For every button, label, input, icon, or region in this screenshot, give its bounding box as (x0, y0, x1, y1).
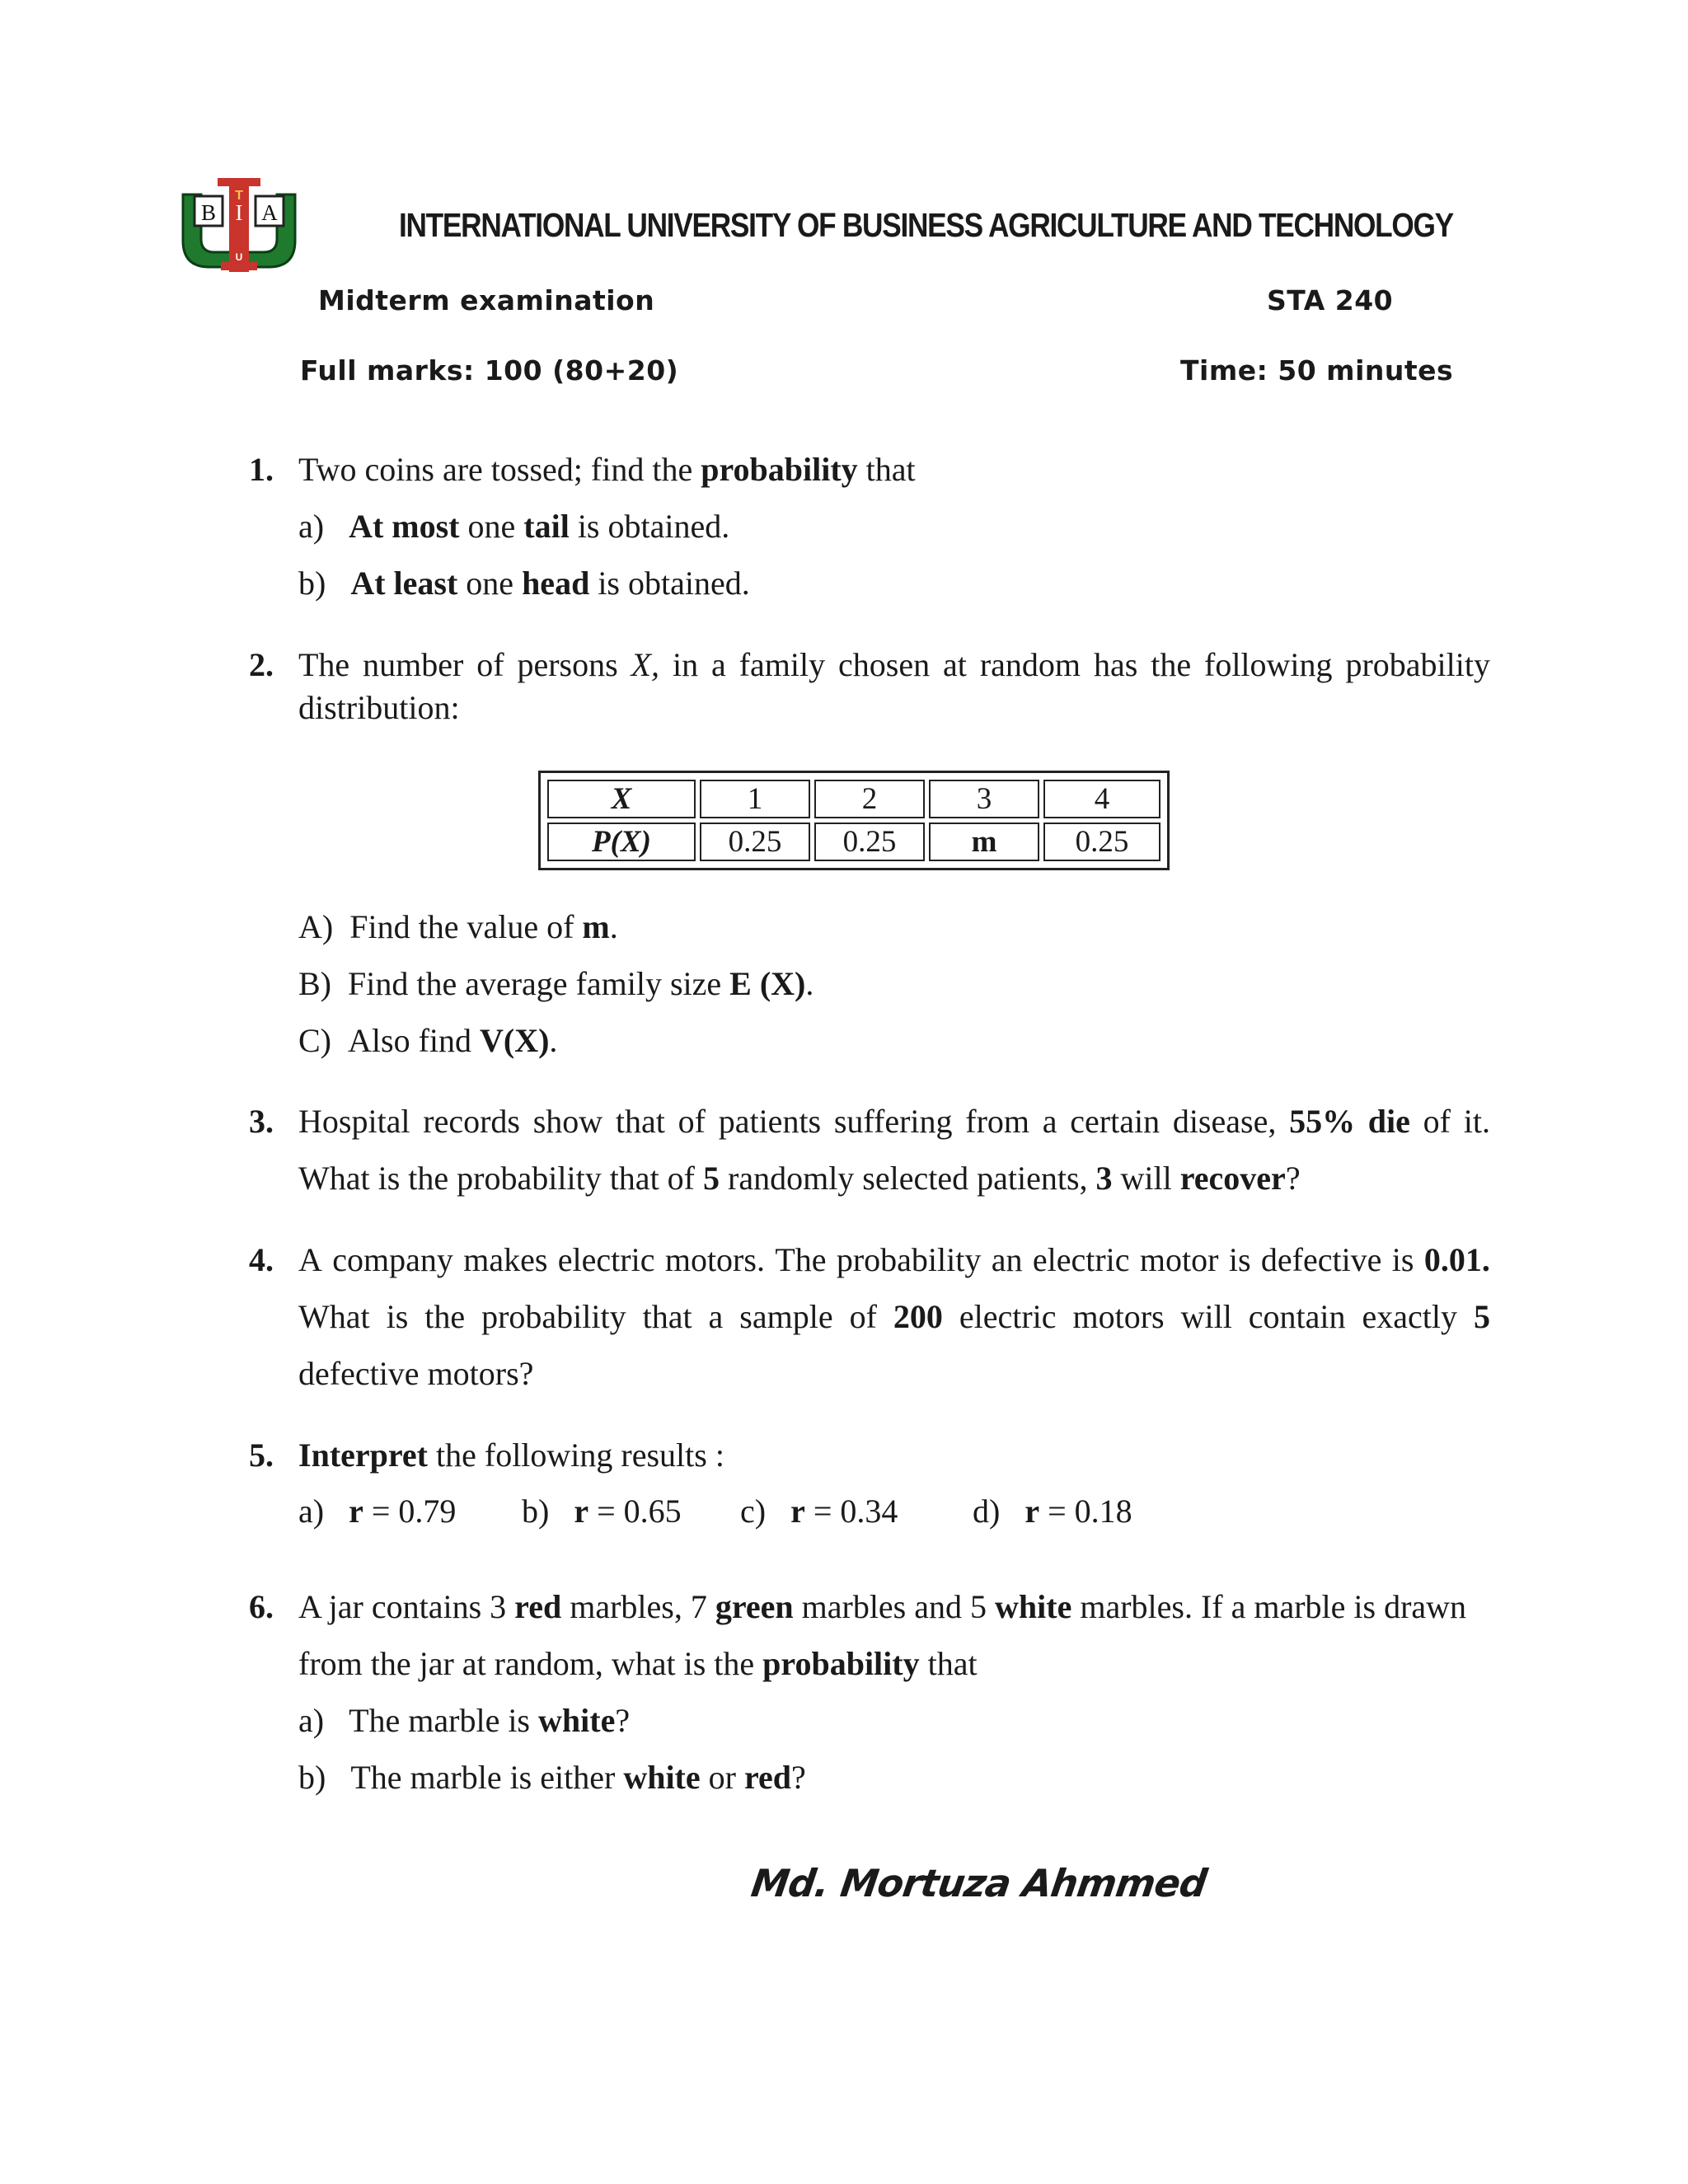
question-1b: b) At least one head is obtained. (298, 565, 750, 602)
question-5-number: 5. (249, 1436, 274, 1474)
logo-letter-a: A (261, 200, 278, 225)
question-5c: c) r = 0.34 (740, 1493, 898, 1530)
probability-distribution-table (538, 771, 1170, 870)
question-6b: b) The marble is either white or red? (298, 1759, 806, 1796)
question-5b: b) r = 0.65 (522, 1493, 682, 1530)
table-cell: 1 (700, 780, 810, 818)
question-1-stem: Two coins are tossed; find the probability that (298, 451, 916, 488)
question-3-line-1: Hospital records show that of patients suffering from a certain disease, 55% die of it. (298, 1103, 1490, 1140)
full-marks: Full marks: 100 (80+20) (300, 354, 679, 387)
table-cell: 4 (1043, 780, 1160, 818)
question-5-stem: Interpret the following results : (298, 1436, 724, 1474)
question-2-number: 2. (249, 646, 274, 683)
table-cell: 0.25 (1043, 823, 1160, 861)
table-row-x (547, 780, 1160, 818)
logo-letter-t: T (235, 189, 243, 203)
question-4-number: 4. (249, 1241, 274, 1278)
examiner-signature: Md. Mortuza Ahmmed (748, 1861, 1209, 1905)
exam-time: Time: 50 minutes (1180, 354, 1454, 387)
table-header-x: X (547, 780, 696, 818)
question-3-number: 3. (249, 1103, 274, 1140)
table-cell: 3 (929, 780, 1039, 818)
exam-type: Midterm examination (318, 284, 655, 316)
logo-letter-b: B (200, 200, 217, 225)
question-2b: B) Find the average family size E (X). (298, 965, 814, 1002)
question-5a: a) r = 0.79 (298, 1493, 457, 1530)
question-6-line-2: from the jar at random, what is the probability that (298, 1645, 978, 1682)
question-2-line-1: The number of persons X, in a family chosen at random has the following probability (298, 646, 1490, 683)
question-6-line-1: A jar contains 3 red marbles, 7 green marbles and 5 white marbles. If a marble is drawn (298, 1588, 1467, 1625)
question-4-line-1: A company makes electric motors. The probability an electric motor is defective is 0.01. (298, 1241, 1490, 1278)
question-1-number: 1. (249, 451, 274, 488)
table-cell: 0.25 (700, 823, 810, 861)
university-title: INTERNATIONAL UNIVERSITY OF BUSINESS AGRICULTURE AND TECHNOLOGY (399, 206, 1453, 244)
table-header-px: P(X) (547, 823, 696, 861)
university-logo (180, 175, 298, 274)
question-6a: a) The marble is white? (298, 1702, 631, 1739)
question-6-number: 6. (249, 1588, 274, 1625)
table-cell-unknown-m: m (929, 823, 1039, 861)
logo-letter-u: U (235, 251, 243, 263)
table-cell: 2 (814, 780, 925, 818)
logo-letter-i: I (235, 200, 243, 225)
question-2a: A) Find the value of m. (298, 908, 618, 945)
question-4-line-2: What is the probability that a sample of 200 electric motors will contain exactly 5 (298, 1298, 1490, 1335)
table-cell: 0.25 (814, 823, 925, 861)
question-5d: d) r = 0.18 (973, 1493, 1132, 1530)
question-2-line-2: distribution: (298, 689, 460, 726)
question-1a: a) At most one tail is obtained. (298, 508, 730, 545)
table-row-px (547, 823, 1160, 861)
question-3-line-2: What is the probability that of 5 randomly selected patients, 3 will recover? (298, 1160, 1301, 1197)
course-code: STA 240 (1267, 284, 1394, 316)
question-2c: C) Also find V(X). (298, 1022, 558, 1059)
question-4-line-3: defective motors? (298, 1355, 534, 1392)
